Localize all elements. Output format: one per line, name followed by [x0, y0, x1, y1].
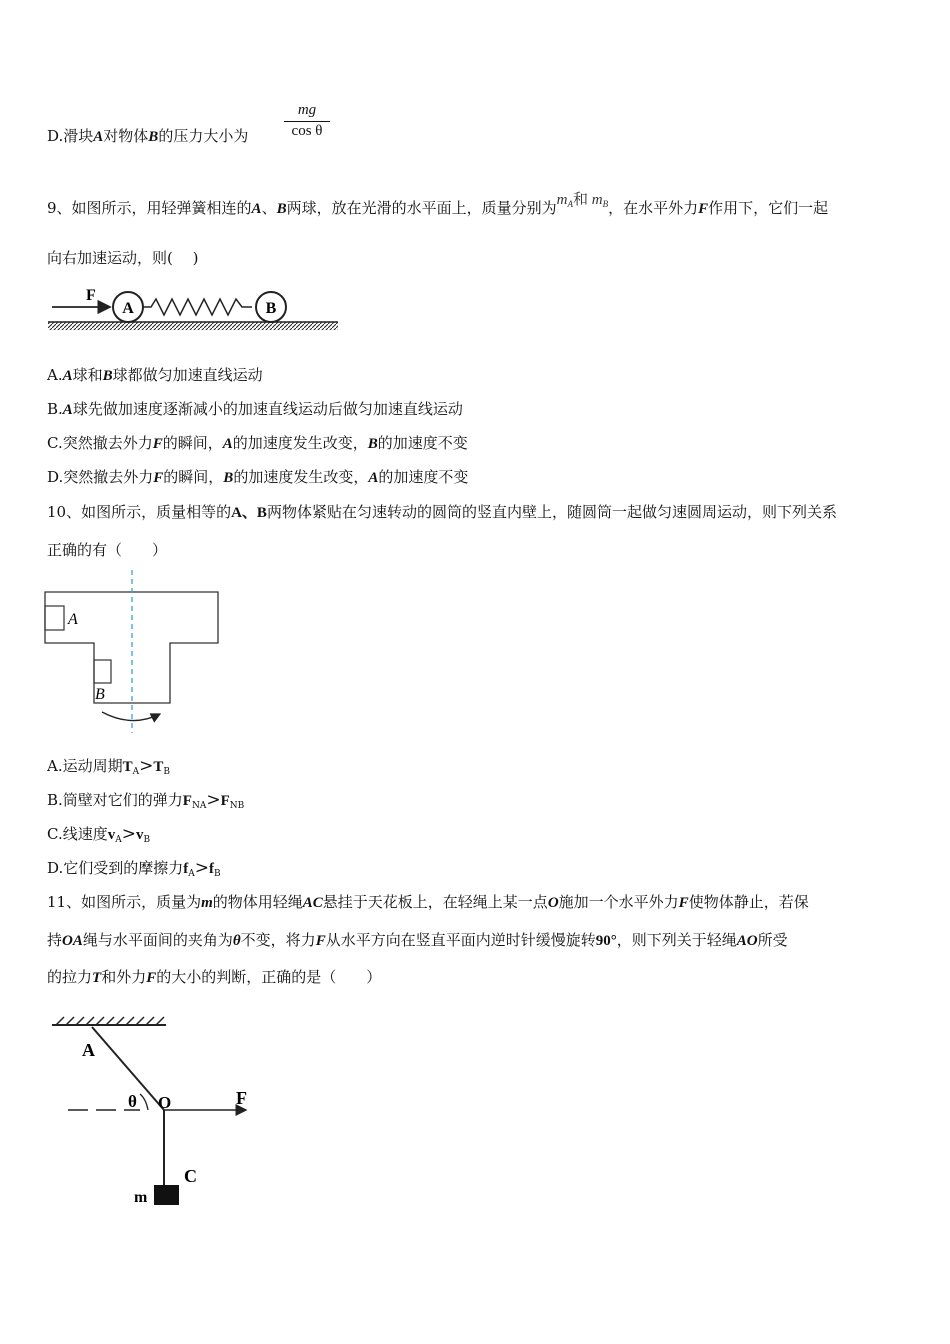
mass-a: $m_A$ [556, 192, 573, 209]
q9-stem-line1: 9、如图所示，用轻弹簧相连的A、B两球，放在光滑的水平面上，质量分别为$m_A$和 $m_B$，在水平外力F作用下，它们一起 [47, 190, 829, 217]
fraction-numerator: mg [284, 102, 330, 122]
point-o-label: O [158, 1093, 172, 1112]
q9-option-d[interactable]: D.突然撤去外力F的瞬间，B的加速度发生改变，A的加速度不变 [47, 468, 469, 486]
q8-option-d[interactable]: D.滑块A对物体B的压力大小为 [47, 127, 249, 145]
block-b-label: B [95, 686, 105, 703]
q9-spring-figure [48, 287, 338, 330]
ball-b-label: B [265, 300, 277, 317]
q10-option-c[interactable]: C.线速度$v_A>v_B$ [47, 824, 151, 845]
ground-hatch [48, 322, 338, 330]
q10-option-a[interactable]: A.运动周期$T_A>T_B$ [47, 756, 171, 777]
block-a-label: A [68, 611, 78, 628]
angle-arc [140, 1094, 148, 1110]
q11-stem-line3: 的拉力T和外力F的大小的判断，正确的是（ ） [47, 968, 382, 986]
block-b [94, 660, 111, 683]
q10-option-b[interactable]: B.筒壁对它们的弹力$F_{NA}>F_{NB}$ [47, 790, 245, 811]
mass-b: $m_B$ [591, 192, 609, 209]
block-a [45, 606, 64, 630]
q10-stem-line1: 10、如图所示，质量相等的A、B两物体紧贴在匀速转动的圆筒的竖直内壁上，随圆筒一起做匀速圆周运动，则下列关系 [47, 503, 837, 521]
ceiling-hatch [56, 1017, 164, 1025]
q10-cylinder-figure [45, 570, 218, 733]
q9-option-b[interactable]: B.A球先做加速度逐渐减小的加速直线运动后做匀加速直线运动 [47, 400, 463, 418]
rotation-arrow [102, 712, 160, 721]
mass-block [154, 1185, 179, 1205]
point-a-label: A [82, 1040, 95, 1060]
q10-stem-line2: 正确的有（ ） [47, 541, 168, 559]
q10-option-d[interactable]: D.它们受到的摩擦力$f_A>f_B$ [47, 858, 221, 879]
q9-option-a[interactable]: A.A球和B球都做匀加速直线运动 [47, 366, 263, 384]
theta-label: θ [128, 1092, 137, 1111]
mass-label: m [134, 1189, 148, 1206]
ball-a-label: A [122, 300, 134, 317]
q11-stem-line1: 11、如图所示，质量为m的物体用轻绳AC悬挂于天花板上，在轻绳上某一点O施加一个水平外力F使物体静止，若保 [47, 893, 809, 911]
point-c-label: C [184, 1166, 197, 1186]
q11-stem-line2: 持OA绳与水平面间的夹角为θ不变，将力F从水平方向在竖直平面内逆时针缓慢旋转90°，则下列关于轻绳AO所受 [47, 931, 788, 949]
force-f-label: F [236, 1088, 247, 1108]
q9-option-c[interactable]: C.突然撤去外力F的瞬间，A的加速度发生改变，B的加速度不变 [47, 434, 468, 452]
spring [143, 299, 252, 315]
q9-stem-line2: 向右加速运动，则( ) [47, 249, 199, 267]
fraction-denominator: cos θ [291, 123, 323, 139]
q11-rope-figure [52, 1017, 247, 1206]
force-label: F [86, 287, 96, 304]
